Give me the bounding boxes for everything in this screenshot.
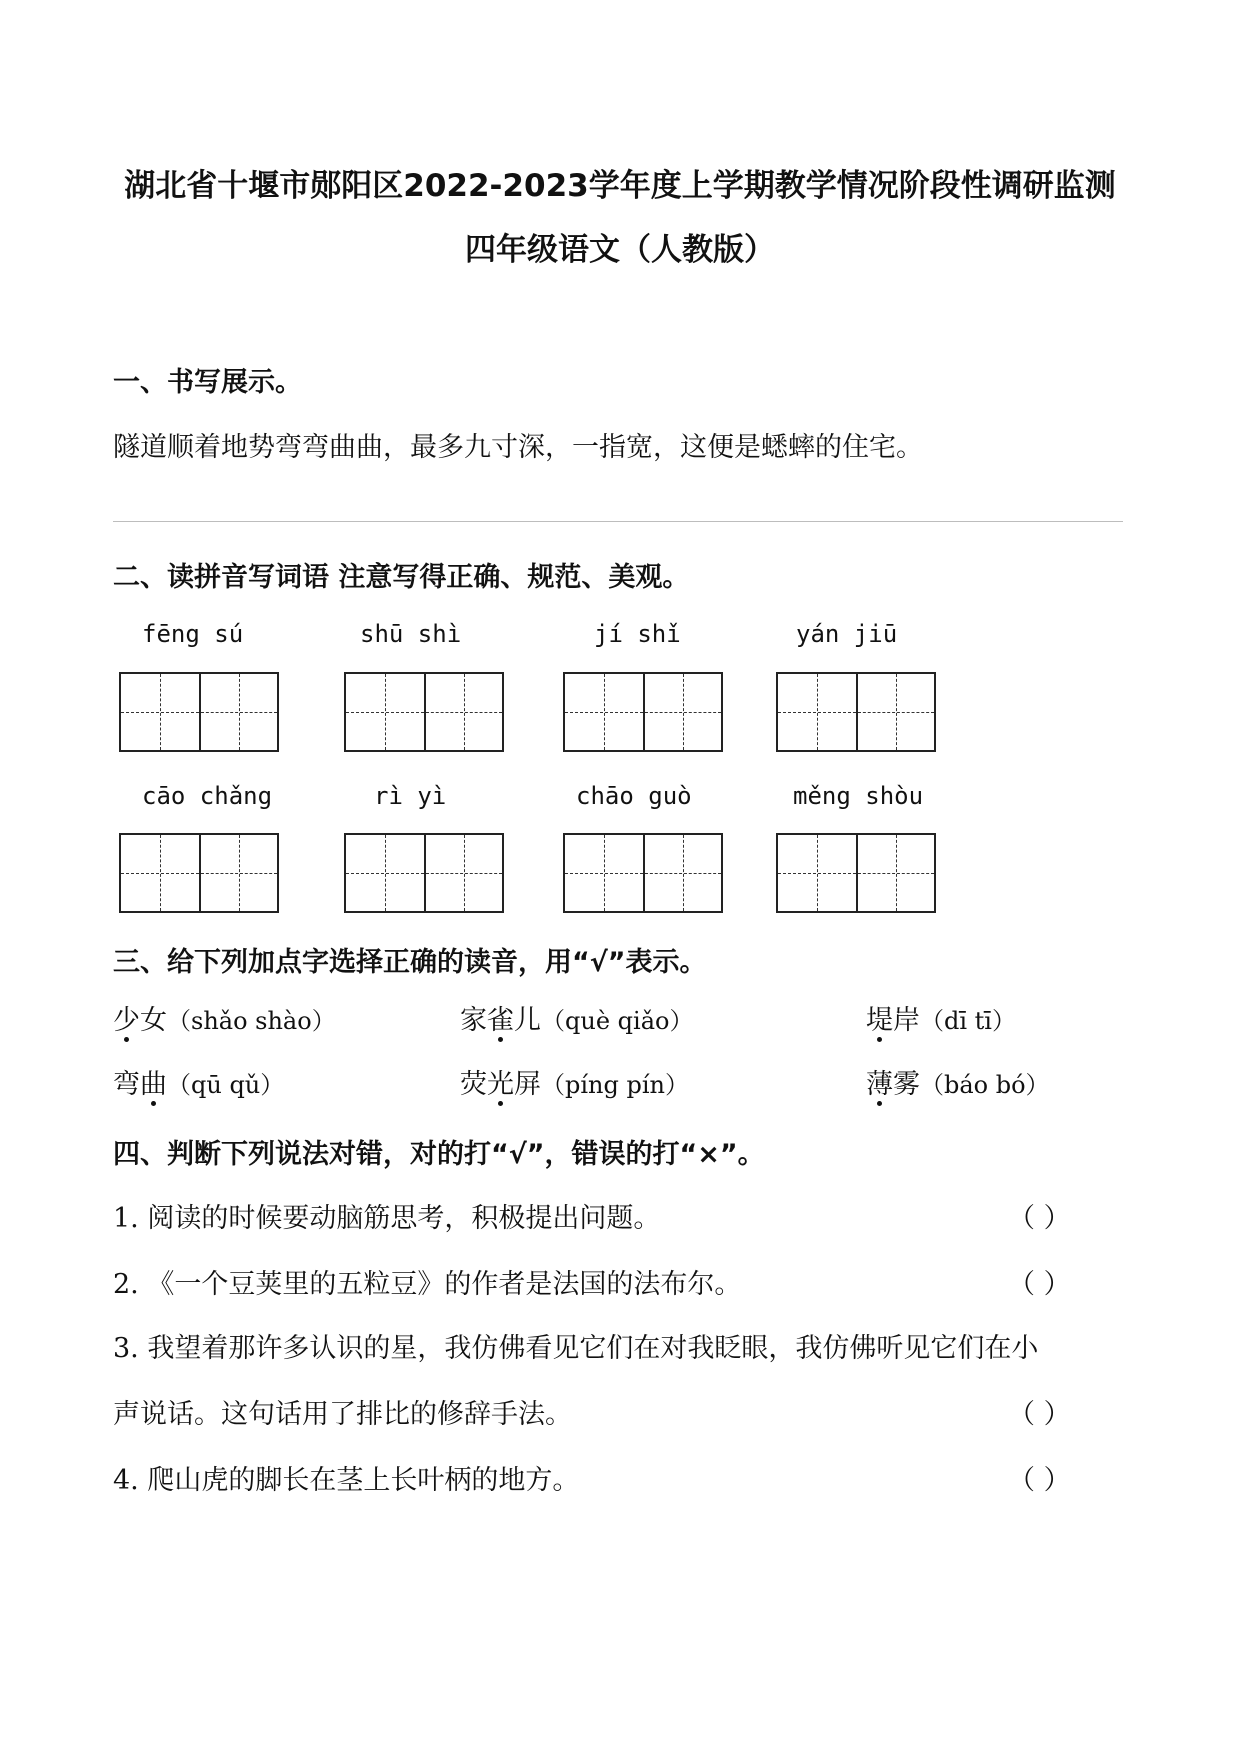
section-4-heading: 四、判断下列说法对错，对的打“√”，错误的打“×”。 <box>113 1139 765 1170</box>
writing-grid[interactable] <box>344 833 504 913</box>
judgement-item: 2. 《一个豆荚里的五粒豆》的作者是法国的法布尔。 <box>113 1269 742 1300</box>
writing-grid[interactable] <box>563 672 723 752</box>
writing-grid[interactable] <box>563 833 723 913</box>
pinyin-label: jí shǐ <box>594 620 681 648</box>
judgement-item-continued: 声说话。这句话用了排比的修辞手法。 <box>113 1399 572 1430</box>
dotted-char: 雀 <box>487 1005 514 1036</box>
pronunciation-item: 家雀儿（què qiǎo） <box>460 1005 694 1036</box>
writing-grid[interactable] <box>119 672 279 752</box>
dotted-char: 曲 <box>140 1069 167 1100</box>
pronunciation-item: 荧光屏（píng pín） <box>460 1069 689 1100</box>
pinyin-label: chāo guò <box>576 782 692 810</box>
pinyin-label: shū shì <box>360 620 462 648</box>
pinyin-label: yán jiū <box>796 620 898 648</box>
dotted-char: 少 <box>113 1005 140 1036</box>
pinyin-label: fēng sú <box>142 620 244 648</box>
pinyin-label: cāo chǎng <box>142 782 273 810</box>
answer-parentheses[interactable]: （ ） <box>1008 1465 1071 1496</box>
pronunciation-item: 薄雾（báo bó） <box>866 1069 1050 1100</box>
section-3-heading: 三、给下列加点字选择正确的读音，用“√”表示。 <box>113 947 707 978</box>
writing-grid[interactable] <box>119 833 279 913</box>
writing-line[interactable] <box>113 521 1123 522</box>
dotted-char: 薄 <box>866 1069 893 1100</box>
dotted-char: 光 <box>487 1069 514 1100</box>
pronunciation-item: 堤岸（dī tī） <box>866 1005 1016 1036</box>
writing-grid[interactable] <box>776 672 936 752</box>
answer-parentheses[interactable]: （ ） <box>1008 1399 1071 1430</box>
judgement-item: 4. 爬山虎的脚长在茎上长叶柄的地方。 <box>113 1465 580 1496</box>
writing-grid[interactable] <box>344 672 504 752</box>
pinyin-label: rì yì <box>374 782 447 810</box>
section-1-sentence: 隧道顺着地势弯弯曲曲，最多九寸深，一指宽，这便是蟋蟀的住宅。 <box>113 432 923 463</box>
answer-parentheses[interactable]: （ ） <box>1008 1269 1071 1300</box>
answer-parentheses[interactable]: （ ） <box>1008 1203 1071 1234</box>
pinyin-label: měng shòu <box>793 782 924 810</box>
section-2-heading: 二、读拼音写词语 注意写得正确、规范、美观。 <box>113 562 690 593</box>
page-title: 湖北省十堰市郧阳区2022-2023学年度上学期教学情况阶段性调研监测 <box>124 168 1116 204</box>
pronunciation-item: 弯曲（qū qǔ） <box>113 1069 285 1100</box>
writing-grid[interactable] <box>776 833 936 913</box>
page-subtitle: 四年级语文（人教版） <box>465 232 775 268</box>
judgement-item: 1. 阅读的时候要动脑筋思考，积极提出问题。 <box>113 1203 661 1234</box>
dotted-char: 堤 <box>866 1005 893 1036</box>
section-1-heading: 一、书写展示。 <box>113 367 302 398</box>
judgement-item: 3. 我望着那许多认识的星，我仿佛看见它们在对我眨眼，我仿佛听见它们在小 <box>113 1333 1039 1364</box>
pronunciation-item: 少女（shǎo shào） <box>113 1005 336 1036</box>
